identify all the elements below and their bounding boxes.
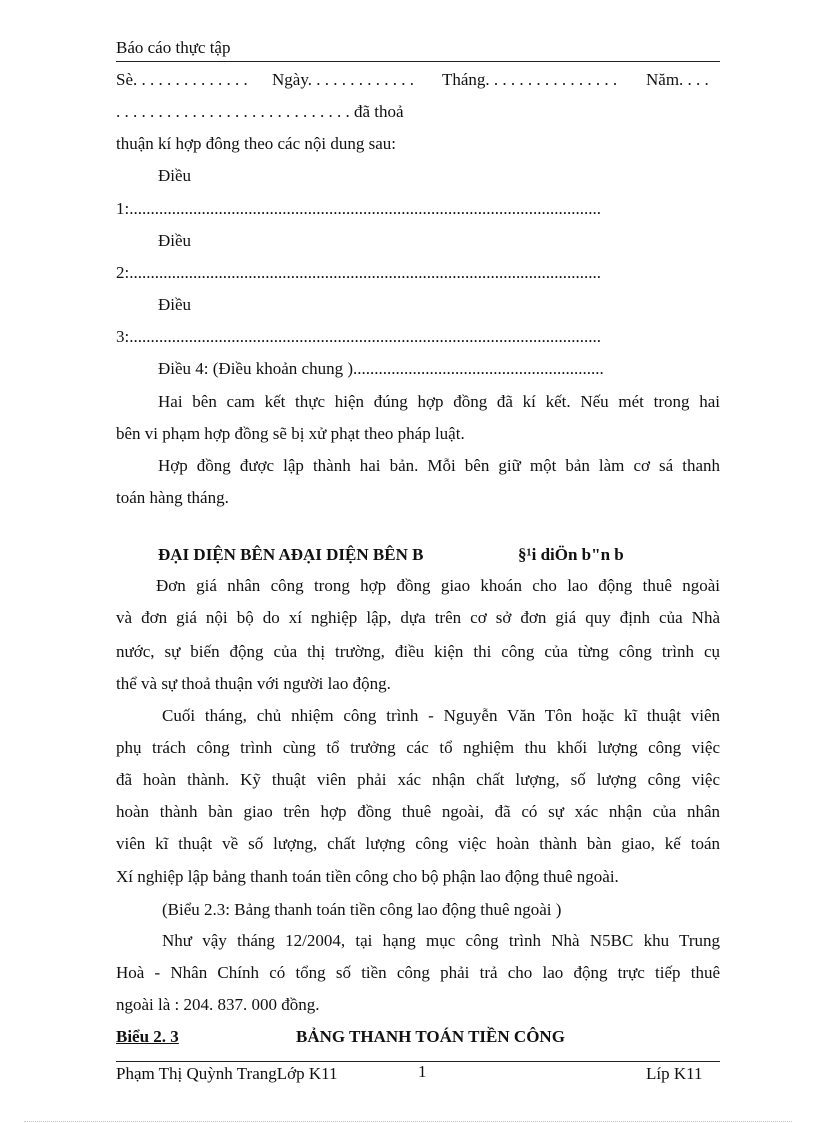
- para-1-line-2: bên vi phạm hợp đồng sẽ bị xử phạt theo pháp luật.: [116, 424, 465, 443]
- form-line-agreed: . . . . . . . . . . . . . . . . . . . . . . . . . . . . đã thoả: [116, 102, 404, 121]
- clause-3-dots: 3:...............................................................................................................: [116, 327, 601, 346]
- page-bottom-edge: [24, 1121, 792, 1122]
- para-3-line-4: thể và sự thoả thuận với người lao động.: [116, 674, 391, 693]
- table-reference-note: (Biểu 2.3: Bảng thanh toán tiền công lao động thuê ngoài ): [162, 900, 562, 919]
- para-4-line-5: viên kĩ thuật về số lượng, chất lượng công việc hoàn thành bàn giao, kế toán: [116, 834, 720, 853]
- para-3-line-3: nước, sự biến động của thị trường, điều kiện thi công của từng công trình cụ: [116, 642, 720, 661]
- clause-1-dots: 1:...............................................................................................................: [116, 199, 601, 218]
- para-4-line-2: phụ trách công trình cùng tổ trưởng các tổ nghiệm thu khối lượng công việc: [116, 738, 720, 757]
- field-thang: Tháng. . . . . . . . . . . . . . . .: [442, 70, 618, 89]
- footer-class: Líp K11: [646, 1064, 703, 1083]
- para-4-line-3: đã hoàn thành. Kỹ thuật viên phải xác nhận chất lượng, số lượng công việc: [116, 770, 720, 789]
- para-6-line-3: ngoài là : 204. 837. 000 đồng.: [116, 995, 320, 1014]
- page-header-title: Báo cáo thực tập: [116, 38, 231, 57]
- para-4-line-6: Xí nghiệp lập bảng thanh toán tiền công cho bộ phận lao động thuê ngoài.: [116, 867, 619, 886]
- table-title: BẢNG THANH TOÁN TIỀN CÔNG: [296, 1027, 565, 1046]
- para-3-line-1: Đơn giá nhân công trong hợp đồng giao khoán cho lao động thuê ngoài: [156, 576, 720, 595]
- clause-2-label: Điều: [158, 231, 192, 250]
- clause-1-label: Điều: [158, 166, 192, 185]
- clause-3-label: Điều: [158, 295, 192, 314]
- representatives-heading: ĐẠI DIỆN BÊN AĐẠI DIỆN BÊN B: [158, 545, 424, 564]
- para-2-line-1: Hợp đồng được lập thành hai bản. Mỗi bên giữ một bản làm cơ sá thanh: [158, 456, 720, 475]
- representative-b-garbled: §¹i diÖn b"n b: [518, 545, 624, 564]
- para-4-line-1: Cuối tháng, chủ nhiệm công trình - Nguyễn Văn Tôn hoặc kĩ thuật viên: [162, 706, 720, 725]
- para-2-line-2: toán hàng tháng.: [116, 488, 229, 507]
- para-1-line-1: Hai bên cam kết thực hiện đúng hợp đồng đã kí kết. Nếu mét trong hai: [158, 392, 720, 411]
- field-nam: Năm. . . .: [646, 70, 709, 89]
- clause-2-dots: 2:...............................................................................................................: [116, 263, 601, 282]
- table-label: Biểu 2. 3: [116, 1027, 179, 1046]
- para-6-line-1: Như vậy tháng 12/2004, tại hạng mục công trình Nhà N5BC khu Trung: [162, 931, 720, 950]
- clause-4: Điều 4: (Điều khoản chung )...........................................................: [158, 359, 604, 378]
- field-so: Sè. . . . . . . . . . . . . .: [116, 70, 248, 89]
- footer-author: Phạm Thị Quỳnh TrangLớp K11: [116, 1064, 338, 1083]
- form-line-content-intro: thuận kí hợp đông theo các nội dung sau:: [116, 134, 396, 153]
- field-ngay: Ngày. . . . . . . . . . . . .: [272, 70, 414, 89]
- header-rule: [116, 61, 720, 62]
- page-number: 1: [418, 1062, 427, 1081]
- para-4-line-4: hoàn thành bàn giao trên hợp đồng thuê ngoài, đã có sự xác nhận của nhân: [116, 802, 720, 821]
- para-6-line-2: Hoà - Nhân Chính có tổng số tiền công phải trả cho lao động trực tiếp thuê: [116, 963, 720, 982]
- para-3-line-2: và đơn giá nội bộ do xí nghiệp lập, dựa trên cơ sở đơn giá quy định của Nhà: [116, 608, 720, 627]
